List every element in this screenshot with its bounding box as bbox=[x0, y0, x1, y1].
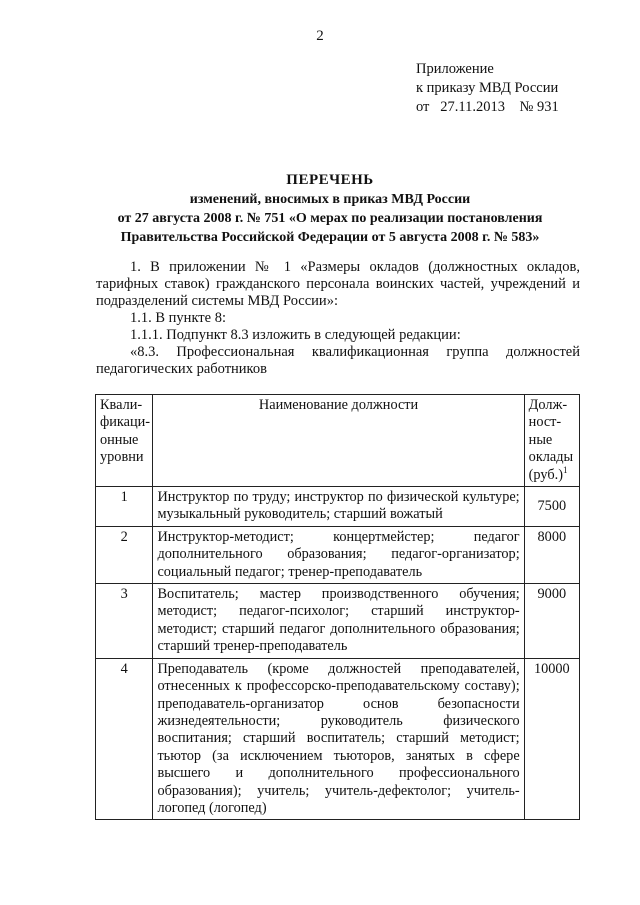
table-header-row bbox=[96, 395, 580, 487]
paragraph-8-3-line-2: педагогических работников bbox=[96, 361, 267, 377]
table-row bbox=[96, 584, 580, 659]
paragraph-1-1: 1.1. В пункте 8: bbox=[130, 310, 226, 326]
row-position: Преподаватель (кроме должностей преподавателей, отнесенных к профессорско-преподавательскому составу); преподаватель-организатор основ безопасности жизнедеятельности; руководитель физического воспитания; старший воспитатель; старший методист; тьютор (за исключением тьюторов, занятых в сфере высшего и дополнительного профессионального образования); учитель; учитель-дефектолог; учитель-логопед (логопед) bbox=[153, 658, 524, 820]
footnote-marker: 1 bbox=[562, 464, 568, 475]
row-salary: 7500 bbox=[524, 487, 579, 527]
appendix-line-2: к приказу МВД России bbox=[416, 80, 559, 96]
table-row bbox=[96, 487, 580, 527]
heading-line-1: изменений, вносимых в приказ МВД России bbox=[189, 192, 471, 207]
row-level: 2 bbox=[96, 526, 153, 583]
row-position: Инструктор-методист; концертмейстер; педагог дополнительного образования; педагог-организатор; социальный педагог; тренер-преподаватель bbox=[153, 526, 524, 583]
page-number: 2 bbox=[316, 28, 324, 44]
header-position-name: Наименование должности bbox=[153, 395, 524, 487]
heading-line-2: от 27 августа 2008 г. № 751 «О мерах по реализации постановления bbox=[117, 211, 543, 226]
document-heading bbox=[60, 171, 600, 247]
header-salary bbox=[524, 395, 579, 487]
paragraph-8-3-line-1: «8.3. Профессиональная квалификационная группа должностей bbox=[130, 344, 580, 360]
row-salary: 10000 bbox=[524, 658, 579, 820]
row-level: 4 bbox=[96, 658, 153, 820]
row-salary: 9000 bbox=[524, 584, 579, 659]
row-level: 1 bbox=[96, 487, 153, 527]
row-salary: 8000 bbox=[524, 526, 579, 583]
appendix-reference bbox=[416, 60, 559, 117]
header-salary-label: Долж-ност-ные оклады (руб.) bbox=[528, 397, 574, 483]
document-body bbox=[96, 259, 580, 378]
heading-line-3: Правительства Российской Федерации от 5 августа 2008 г. № 583» bbox=[120, 230, 540, 245]
appendix-line-1: Приложение bbox=[416, 61, 494, 77]
paragraph-1-1-1: 1.1.1. Подпункт 8.3 изложить в следующей редакции: bbox=[130, 327, 461, 343]
header-qualification-level: Квали-фикаци-онные уровни bbox=[96, 395, 153, 487]
paragraph-1: 1. В приложении № 1 «Размеры окладов (должностных окладов, тарифных ставок) гражданского персонала воинских частей, учреждений и подразделений системы МВД России»: bbox=[96, 259, 580, 309]
table-row bbox=[96, 658, 580, 820]
appendix-line-3: от 27.11.2013 № 931 bbox=[416, 99, 559, 115]
row-position: Воспитатель; мастер производственного обучения; методист; педагог-психолог; старший инструктор-методист; старший педагог дополнительного образования; старший тренер-преподаватель bbox=[153, 584, 524, 659]
table-row bbox=[96, 526, 580, 583]
document-title: ПЕРЕЧЕНЬ bbox=[286, 172, 374, 188]
row-level: 3 bbox=[96, 584, 153, 659]
salary-table bbox=[95, 394, 580, 820]
row-position: Инструктор по труду; инструктор по физической культуре; музыкальный руководитель; старший вожатый bbox=[153, 487, 524, 527]
